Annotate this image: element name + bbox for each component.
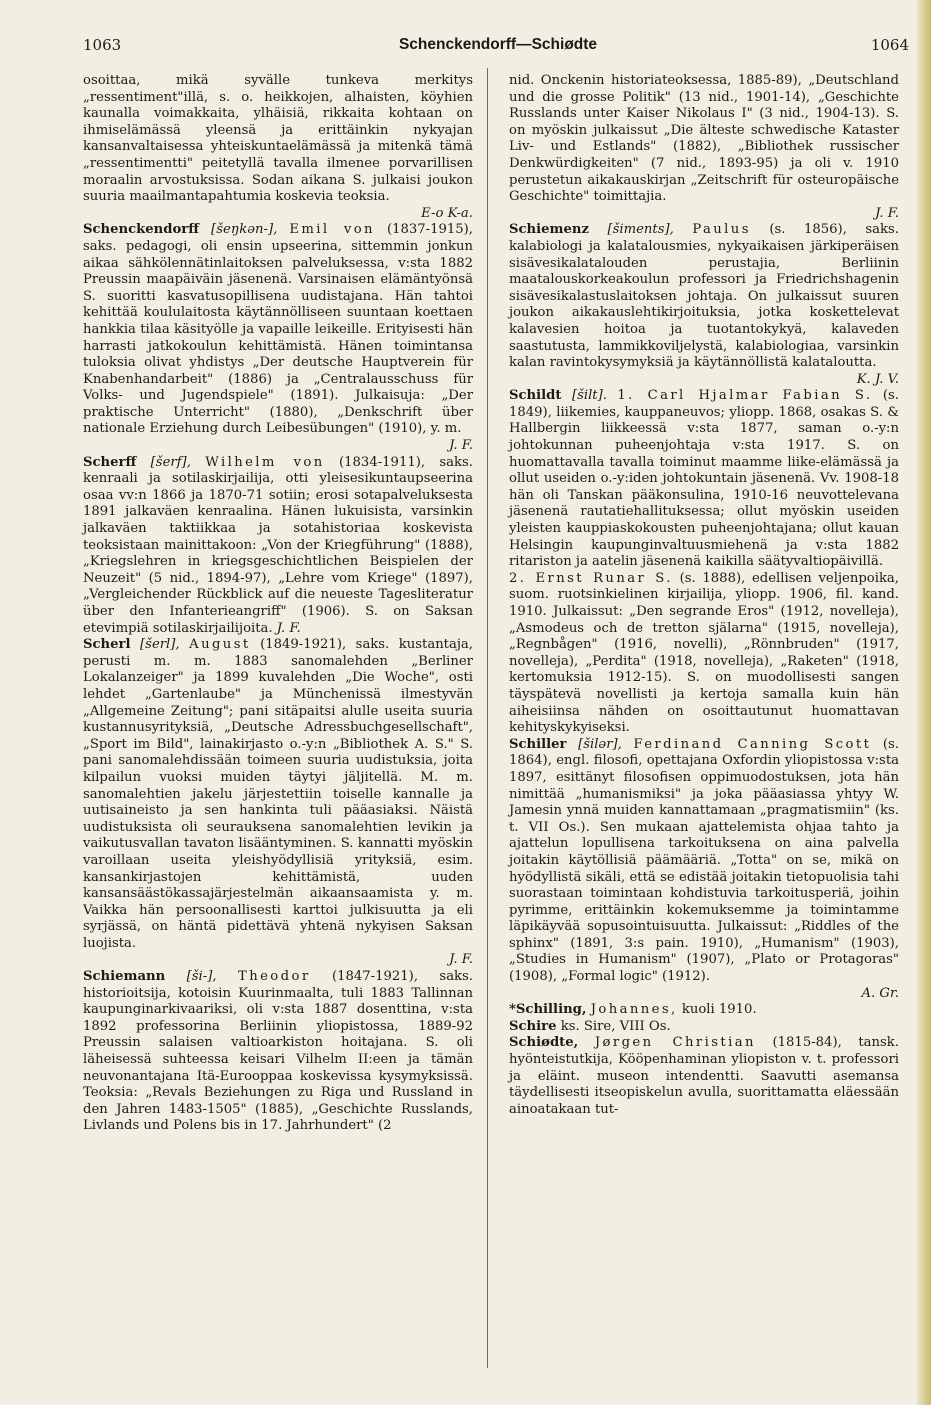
author-signature: J. F.: [276, 620, 301, 636]
column-divider: [487, 68, 488, 1368]
right-page-number: 1064: [870, 36, 909, 54]
entry-headword: Schenckendorff: [83, 222, 200, 238]
entry-headword: *Schilling,: [509, 1002, 587, 1018]
entry-text: (s. 1864), engl. filosofi, opettajana Oxfordin yliopistossa v:sta 1897, esittänyt filosofisen oppimuodostuksen, jota hän nimittää „humanismiksi" ja joka pääasiassa yhtyy W. Jamesin ynnä muiden kannattamaan „pragmatismiin" (ks. t. VII Os.). Sen mukaan ajattelemista ohjaa tahto ja ajattelun lopullisena tarkoituksena on aina palvella joitakin käytöllisiä päämääriä. „Totta" on se, mikä on hyödyllistä sikäli, että se edistää joitakin tietopuolisia tahi suorastaan toimintaan kohdistuvia tarkoitusperiä, joihin pyrimme, erittäinkin kokemuksemme ja toimintamme läpikäyvää sopusointuisuutta. Julkaissut: „Riddles of the sphinx" (1891, 3:s pain. 1910), „Humanism" (1903), „Studies in Humanism" (1907), „Plato or Protagoras" (1908), „Formal logic" (1912).: [509, 736, 899, 985]
author-signature: K. J. V.: [856, 371, 899, 387]
entry-given-name: August: [189, 637, 251, 653]
entry-text: (1849-1921), saks. kustantaja, perusti m. m. 1883 sanomalehden „Berliner Lokalanzeiger" ja 1899 kuvalehden „Die Woche", osti lehdet „Gartenlaube" ja Münchenissä ilmestyvän „Allgemeine Zeitung"; pani sitäpaitsi alulle useita suuria kustannusyrityksiä, „Deutsche Adressbuchgesellschaft", „Sport im Bild", lainakirjasto o.-y:n „Bibliothek A. S." S. pani sanomalehdissään toimeen suuria uudistuksia, joita kilpailun vuoksi muiden täytyi jäljitellä. M. m. sanomalehtien jakelu järjestettiin toiselle kannalle ja uutisaineisto ja sen hankinta tuli pääasiaksi. Näistä uudistuksista oli seurauksena sanomalehtien levikin ja vaikutusvallan tavaton lisääntyminen. S. kannatti myöskin varoillaan useita yleishyödyllisiä yrityksiä, esim. kansankirjastojen kehittämistä, uuden kansansäästökassajärjestelmän aikaansaamista y. m. Vaikka hän persoonallisesti karttoi julkisuutta ja eli syrjässä, on häntä pidettävä yhtenä nykyisen Saksan luojista.: [83, 637, 473, 951]
entry-headword: Schiemann: [83, 969, 166, 985]
entry-given-name: Ferdinand Canning Scott: [633, 736, 872, 752]
entry-text: kuoli 1910.: [681, 1002, 757, 1018]
right-column: [509, 73, 899, 1118]
entry-pronunciation: [ši-],: [186, 969, 217, 985]
entry-schildt: [509, 388, 899, 571]
entry-given-name: Emil von: [289, 222, 375, 238]
page-header: [83, 36, 913, 60]
continuation-paragraph: nid. Onckenin historiateoksessa, 1885-89), „Deutschland und die grosse Politik" (13 nid., 1901-14), „Geschichte Russlands unter Kaiser Nikolaus I" (3 nid., 1904-13). S. on myöskin julkaissut „Die älteste schwedische Kataster Liv- und Estlands" (1882), „Bibliothek russischer Denkwürdigkeiten" (7 nid., 1893-95) ja oli v. 1910 perustetun aikakauskirjan „Zeitschrift für osteuropäische Geschichte" toimittajia.: [509, 73, 899, 205]
entry-pronunciation: [šilər],: [578, 736, 622, 752]
author-signature: E-o K-a.: [421, 205, 473, 221]
entry-text: ks. Sire, VIII Os.: [560, 1018, 671, 1034]
entry-text: (1834-1911), saks. kenraali ja sotilaskirjailija, otti yleisesikuntaupseerina osaa vv:n 1866 ja 1870-71 sotiin; erosi sotapalveluksesta 1891 jalkaväen kenraalina. Hänen lukuisista, varsinkin jalkaväen taktiikkaa ja sotahistoriaa koskevista teoksistaan mainittakoon: „Von der Kriegführung" (1888), „Kriegslehren in kriegsgeschichtlichen Beispielen der Neuzeit" (5 nid., 1894-97), „Lehre vom Kriege" (1897), „Vergleichender Rückblick auf die neueste Tagesliteratur über den Infanterieangriff" (1906). S. on Saksan etevimpiä sotilaskirjailijoita.: [83, 454, 473, 636]
entry-given-name: Jørgen Christian: [594, 1035, 756, 1051]
entry-headword: Scherl: [83, 637, 131, 653]
author-signature: A. Gr.: [861, 985, 899, 1001]
entry-headword: Schildt: [509, 388, 562, 404]
entry-headword: Schiller: [509, 736, 567, 752]
left-column: [83, 73, 473, 1135]
entry-text: (1837-1915), saks. pedagogi, oli ensin upseerina, sittemmin jonkun aikaa sähkölennätinlaitoksen palveluksessa, v:sta 1882 Preussin maapäiväin jäsenenä. Varsinaisen elämäntyönsä S. suoritti kasvatusopillisena uudistajana. Hän tahtoi kehittää koululaitosta käytännölliseen suuntaan koettaen hankkia tilaa käsityölle ja vapaille leikeille. Erityisesti hän harrasti jatkokoulun kehittämistä. Hänen toimintansa tuloksia olivat yhdistys „Der deutsche Hauptverein für Knabenhandarbeit" (1886) ja „Centralausschuss für Volks- und Jugendspiele" (1891). Julkaisuja: „Der praktische Unterricht" (1880), „Denkschrift über nationale Erziehung durch Leibesübungen" (1910), y. m.: [83, 222, 473, 437]
left-page-number: 1063: [83, 36, 122, 54]
entry-schenckendorff: [83, 222, 473, 438]
entry-pronunciation: [šeŋkən-],: [211, 222, 278, 238]
author-signature: J. F.: [449, 952, 473, 968]
entry-given-name: 1. Carl Hjalmar Fabian S.: [617, 388, 873, 404]
entry-given-name: Wilhelm von: [205, 454, 325, 470]
running-title: Schenckendorff—Schiødte: [398, 36, 598, 53]
entry-pronunciation: [šerf],: [150, 454, 191, 470]
entry-scherff: [83, 455, 473, 638]
entry-headword: Schiødte,: [509, 1035, 579, 1051]
entry-schilling: [509, 1002, 899, 1019]
entry-schildt-2: [509, 571, 899, 737]
entry-headword: Schiemenz: [509, 222, 589, 238]
entry-text: (1847-1921), saks. historioitsija, kotoisin Kuurinmaalta, tuli 1883 Tallinnan kaupunginarkivaariksi, oli v:sta 1887 dosenttina, v:sta 1892 professorina Berliinin yliopistossa, 1889-92 Preussin salaisen valtioarkiston hoitajana. S. oli läheisessä suhteessa keisari Vilhelm II:een ja tämän neuvonantajana Itä-Eurooppaa koskevissa kysymyksissä. Teoksia: „Revals Beziehungen zu Riga und Russland in den Jahren 1483-1505" (1885), „Geschichte Russlands, Livlands und Polens bis in 17. Jahrhundert" (2: [83, 969, 474, 1134]
entry-scherl: [83, 637, 473, 952]
entry-pronunciation: [šerl],: [140, 637, 180, 653]
entry-text: (1815-84), tansk. hyönteistutkija, Kööpenhaminan yliopiston v. t. professori ja eläint. museon intendentti. Saavutti asemansa täydellisesti itseopiskelun avulla, suorittamatta eläessään ainoatakaan tut-: [509, 1035, 899, 1117]
author-signature: J. F.: [875, 205, 899, 221]
entry-schire: [509, 1019, 899, 1036]
page-edge: [917, 0, 931, 1405]
entry-given-name: Theodor: [238, 969, 311, 985]
entry-text: (s. 1856), saks. kalabiologi ja kalatalousmies, nykyaikaisen järkiperäisen sisävesikalatalouden perustajia, Berliinin maatalouskorkeakoulun professori ja Friedrichshagenin sisävesikalastuslaitoksen johtaja. On julkaissut suuren joukon aikakauslehtikirjoituksia, jotka koskettelevat kalavesien hoitoa ja tuotantokykyä, kalaveden saastutusta, lammikkoviljelystä, kalabiologiaa, varsinkin kalan ravintokysymyksiä ja käytännöllistä kalataloutta.: [509, 222, 899, 371]
entry-given-name: 2. Ernst Runar S.: [509, 570, 673, 586]
entry-given-name: Johannes,: [590, 1002, 678, 1018]
entry-text: (s. 1849), liikemies, kauppaneuvos; yliopp. 1868, osakas S. & Hallbergin liikkeessä v:sta 1877, saman o.-y:n johtokunnan puheenjohtaja v:sta 1917. S. on huomattavalla tavalla toiminut maamme liike-elämässä ja ollut useiden o.-y:iden johtokuntain jäsenenä. Vv. 1908-18 hän oli Tanskan pääkonsulina, 1910-16 neuvottelevana jäsenenä rautatiehallituksessa; ollut myöskin useiden yleisten kauppiaskokousten puheenjohtajana; ollut kauan Helsingin kaupunginvaltuusmiehenä ja v:sta 1882 ritariston ja aatelin jäsenenä kaikilla säätyvaltiopäivillä.: [509, 388, 899, 570]
entry-given-name: Paulus: [692, 222, 751, 238]
entry-text: (s. 1888), edellisen veljenpoika, suom. ruotsinkielinen kirjailija, yliopp. 1906, fil. kand. 1910. Julkaissut: „Den segrande Eros" (1912, novelleja), „Asmodeus och de tretton själarna" (1915, novelleja), „Regnbågen" (1916, novelli), „Rönnbruden" (1917, novelleja), „Perdita" (1918, novelleja), „Raketen" (1918, kertomuksia 1912-15). S. on muodollisesti sangen täyspätevä novellisti ja kertoja samalla kuin hän aiheisiinsa nähden on osoittautunut huomattavan kehityskykyiseksi.: [509, 570, 899, 736]
entry-schiemann: [83, 969, 473, 1135]
entry-schiemenz: [509, 222, 899, 371]
entry-pronunciation: [šiments],: [607, 222, 674, 238]
entry-headword: Scherff: [83, 454, 137, 470]
entry-headword: Schire: [509, 1018, 557, 1034]
entry-pronunciation: [šilt].: [571, 388, 607, 404]
continuation-paragraph: osoittaa, mikä syvälle tunkeva merkitys „ressentiment"illä, s. o. heikkojen, alhaisten, köyhien kaunalla voimakkaita, ylhäisiä, rikkaita kohtaan on ihmiselämässä yleensä ja erittäinkin nykyajan kansanvaltaisessa yhteiskuntaelämässä ja mitenkä tämä „ressentimentti" peitetyllä tavalla ilmenee porvarillisen moraalin arvostuksissa. Sodan aikana S. julkaisi joukon suuria maailmantapahtumia koskevia teoksia.: [83, 73, 473, 205]
author-signature: J. F.: [449, 438, 473, 454]
entry-schiller: [509, 737, 899, 986]
entry-schiodte: [509, 1035, 899, 1118]
